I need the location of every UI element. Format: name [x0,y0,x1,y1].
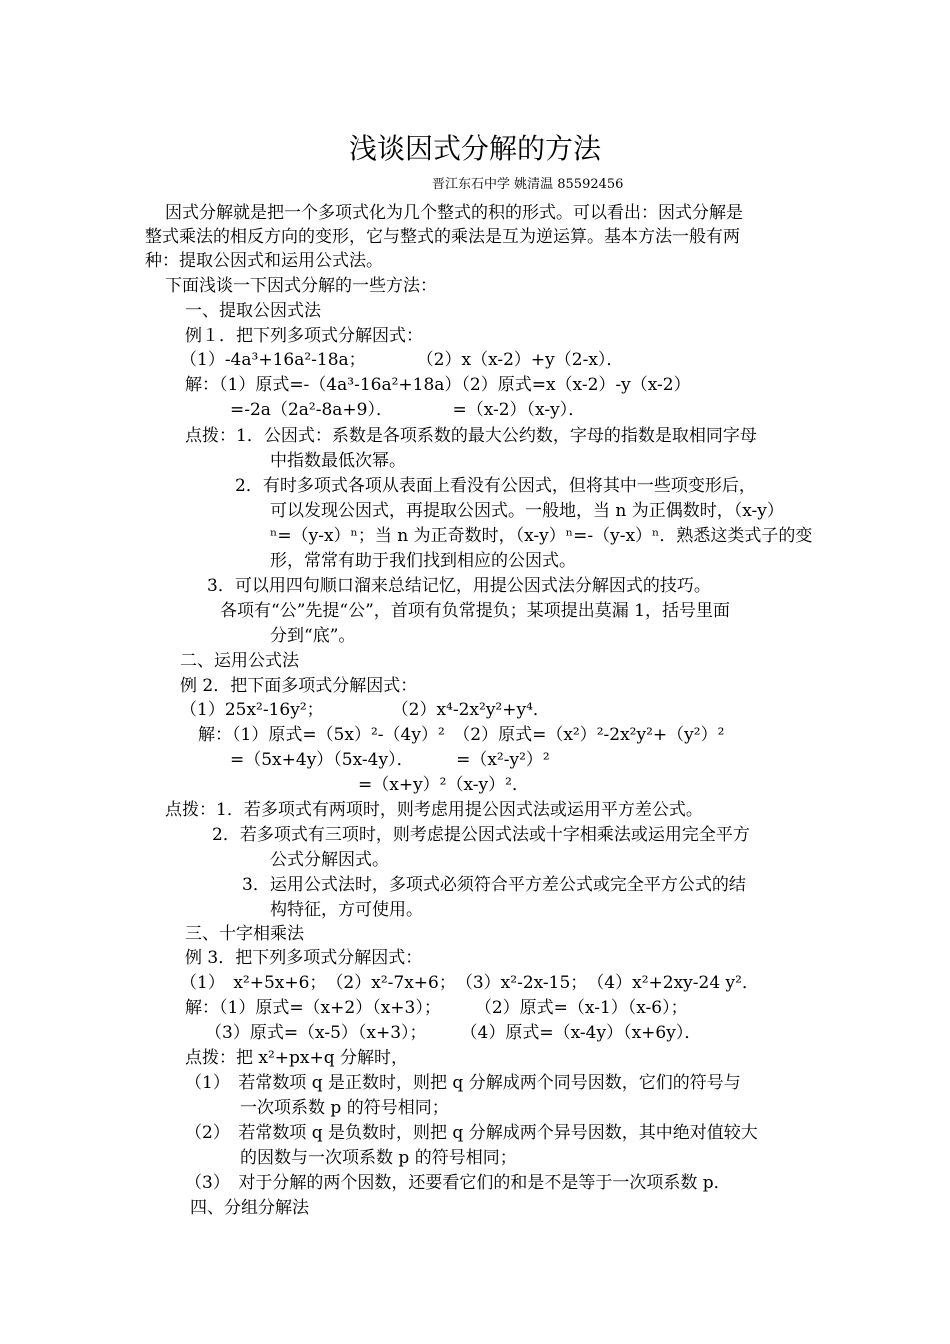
solution-line: 解：（1）原式=-（4a³-16a²+18a）（2）原式=x（x-2）-y（x-2） [185,375,691,395]
tip-line: 中指数最低次幂。 [270,451,406,471]
tip-line: 2．若多项式有三项时，则考虑提公因式法或十字相乘法或运用完全平方 [212,825,750,845]
section-heading: 一、提取公因式法 [185,301,321,321]
tip-line: 2．有时多项式各项从表面上看没有公因式，但将其中一些项变形后， [235,476,756,496]
tip-line: （2） 若常数项 q 是负数时，则把 q 分解成两个异号因数，其中绝对值较大 [185,1123,758,1143]
example-heading: 例 3．把下列多项式分解因式： [185,948,423,968]
tip-line: 构特征，方可使用。 [270,900,423,920]
tip-line: 点拨：1．公因式：系数是各项系数的最大公约数，字母的指数是取相同字母 [185,426,757,446]
example-problem: （1） x²+5x+6； （2）x²-7x+6； （3）x²-2x-15； （4）x²+2xy-24 y²． [180,973,759,993]
intro-line: 整式乘法的相反方向的变形，它与整式的乘法是互为逆运算。基本方法一般有两 [145,227,740,247]
example-problem: （1）25x²-16y²； （2）x⁴-2x²y²+y⁴． [180,700,550,720]
solution-line: =-2a（2a²-8a+9）． =（x-2）（x-y）． [230,400,586,420]
example-heading: 例１．把下列多项式分解因式： [185,326,423,346]
tip-line: 点拨：把 x²+px+q 分解时， [185,1048,409,1068]
intro-line: 因式分解就是把一个多项式化为几个整式的积的形式。可以看出：因式分解是 [165,203,743,223]
intro-line: 种：提取公因式和运用公式法。 [145,251,383,271]
tip-line: （3） 对于分解的两个因数，还要看它们的和是不是等于一次项系数 p． [185,1173,731,1193]
tip-line: 各项有“公”先提“公”，首项有负常提负；某项提出莫漏 1，括号里面 [220,601,730,621]
tip-line: 点拨：1．若多项式有两项时，则考虑用提公因式法或运用平方差公式。 [165,800,703,820]
author-line: 晋江东石中学 姚清温 85592456 [432,177,624,192]
tip-line: 分到“底”。 [270,626,356,646]
section-heading: 四、分组分解法 [190,1198,309,1218]
intro-line: 下面浅谈一下因式分解的一些方法： [165,276,437,296]
document-title: 浅谈因式分解的方法 [348,132,601,165]
tip-line: 3．可以用四句顺口溜来总结记忆，用提公因式法分解因式的技巧。 [207,576,711,596]
tip-line: 一次项系数 p 的符号相同； [240,1098,449,1118]
example-problem: （1）-4a³+16a²-18a； （2）x（x-2）+y（2-x）． [180,350,624,370]
tip-line: ⁿ=（y-x）ⁿ；当 n 为正奇数时，（x-y）ⁿ=-（y-x）ⁿ．熟悉这类式子的变 [270,526,813,546]
tip-line: 3．运用公式法时，多项式必须符合平方差公式或完全平方公式的结 [242,875,746,895]
solution-line: （3）原式=（x-5）（x+3）； （4）原式=（x-4y）（x+6y）． [205,1023,702,1043]
tip-line: 公式分解因式。 [270,850,389,870]
tip-line: 形，常常有助于我们找到相应的公因式。 [270,551,576,571]
solution-line: =（x+y）²（x-y）²． [358,775,529,795]
solution-line: 解：（1）原式=（x+2）（x+3）； （2）原式=（x-1）（x-6）； [185,998,688,1018]
solution-line: 解：（1）原式=（5x）²-（4y）² （2）原式=（x²）²-2x²y²+（y²）² [198,725,725,745]
solution-line: =（5x+4y）（5x-4y）． =（x²-y²）² [230,750,550,770]
section-heading: 二、运用公式法 [180,651,299,671]
tip-line: 可以发现公因式，再提取公因式。一般地，当 n 为正偶数时，（x-y） [270,501,784,521]
tip-line: （1） 若常数项 q 是正数时，则把 q 分解成两个同号因数，它们的符号与 [185,1073,741,1093]
tip-line: 的因数与一次项系数 p 的符号相同； [240,1148,517,1168]
example-heading: 例 2．把下面多项式分解因式： [180,676,418,696]
section-heading: 三、十字相乘法 [185,924,304,944]
